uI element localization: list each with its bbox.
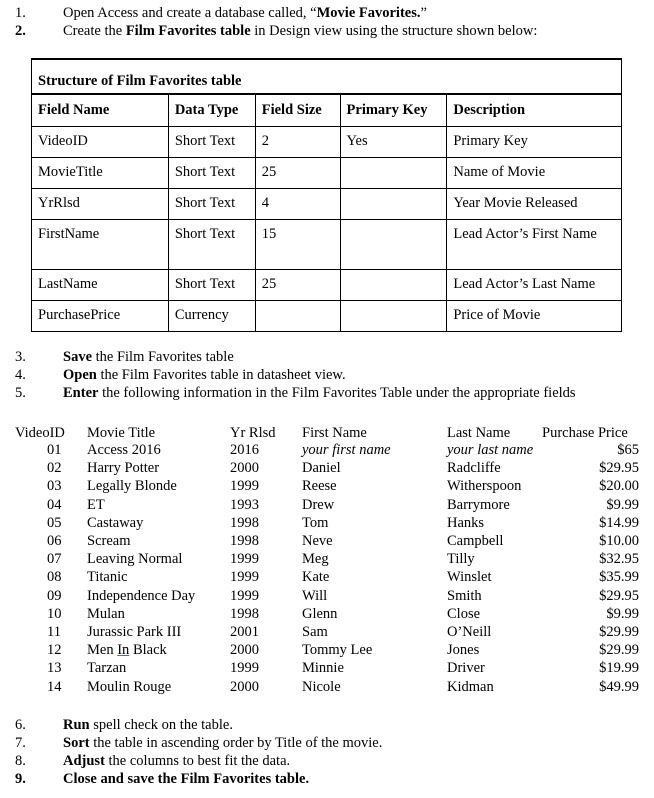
cell: 2 — [255, 127, 340, 158]
movie-first-name: Reese — [302, 478, 337, 495]
col-header-videoid: VideoID — [15, 425, 65, 441]
header-description: Description — [447, 94, 622, 127]
movie-last-name: Hanks — [447, 514, 485, 531]
cell: Primary Key — [447, 127, 622, 158]
cell: Currency — [168, 301, 255, 332]
movie-last-name: Kidman — [447, 678, 494, 695]
movie-purchase-price: $65 — [617, 442, 639, 458]
movie-first-name: Tommy Lee — [302, 642, 373, 659]
cell: Short Text — [168, 158, 255, 189]
cell — [340, 189, 447, 220]
step-number: 6. — [15, 717, 26, 733]
movie-video-id: 01 — [47, 442, 62, 458]
movie-yr-rlsd: 1998 — [230, 533, 259, 549]
movie-movie-title: Mulan — [87, 605, 125, 622]
movie-first-name: Neve — [302, 533, 333, 549]
movie-first-name: Kate — [302, 569, 330, 586]
movie-last-name: Witherspoon — [447, 478, 522, 495]
movie-last-name: Tilly — [447, 551, 475, 568]
cell: Short Text — [168, 127, 255, 158]
movie-yr-rlsd: 2000 — [230, 678, 259, 695]
table-row — [32, 301, 622, 332]
step-9 — [0, 771, 654, 789]
movie-purchase-price: $29.99 — [599, 624, 639, 640]
step-text: Close and save the Film Favorites table. — [63, 771, 310, 787]
movie-movie-title: Moulin Rouge — [87, 678, 172, 695]
step-6 — [0, 717, 654, 735]
movie-movie-title: Castaway — [87, 514, 144, 531]
movie-movie-title: Jurassic Park III — [87, 624, 182, 640]
movie-first-name: your first name — [302, 442, 391, 458]
step-4 — [0, 367, 654, 385]
step-number: 4. — [15, 367, 26, 383]
movie-movie-title: Independence Day — [87, 587, 196, 604]
movie-yr-rlsd: 1999 — [230, 569, 259, 586]
movie-movie-title: Legally Blonde — [87, 478, 177, 495]
movie-yr-rlsd: 1999 — [230, 660, 259, 677]
cell: Short Text — [168, 270, 255, 301]
cell: 4 — [255, 189, 340, 220]
table-row — [32, 270, 622, 301]
movie-yr-rlsd: 2001 — [230, 624, 259, 640]
movie-first-name: Nicole — [302, 678, 341, 695]
cell — [340, 301, 447, 332]
movie-purchase-price: $32.95 — [599, 551, 639, 568]
step-3 — [0, 349, 654, 367]
movie-movie-title: Access 2016 — [87, 442, 161, 458]
step-text: Create the Film Favorites table in Design view using the structure shown below: — [63, 23, 538, 39]
cell: LastName — [32, 270, 169, 301]
structure-table — [31, 58, 622, 332]
cell: Lead Actor’s Last Name — [447, 270, 622, 301]
table-row — [32, 189, 622, 220]
step-8 — [0, 753, 654, 771]
cell — [340, 158, 447, 189]
movie-last-name: Jones — [447, 642, 480, 659]
movie-movie-title: Titanic — [87, 569, 128, 586]
movie-yr-rlsd: 2000 — [230, 460, 259, 477]
step-2 — [0, 23, 654, 41]
step-1 — [0, 5, 654, 23]
movie-video-id: 02 — [47, 460, 62, 477]
header-data-type: Data Type — [168, 94, 255, 127]
cell: Name of Movie — [447, 158, 622, 189]
movie-purchase-price: $10.00 — [599, 533, 639, 549]
movie-yr-rlsd: 2016 — [230, 442, 259, 458]
step-number: 9. — [15, 771, 26, 787]
movie-yr-rlsd: 1998 — [230, 514, 259, 531]
movie-purchase-price: $29.95 — [599, 460, 639, 477]
movie-video-id: 08 — [47, 569, 62, 586]
step-number: 1. — [15, 5, 26, 21]
movie-movie-title: Tarzan — [87, 660, 127, 677]
cell: Year Movie Released — [447, 189, 622, 220]
movie-video-id: 10 — [47, 605, 62, 622]
movie-last-name: Campbell — [447, 533, 504, 549]
movie-first-name: Daniel — [302, 460, 341, 477]
table-row — [32, 127, 622, 158]
structure-header-row — [32, 94, 622, 127]
step-number: 2. — [15, 23, 26, 39]
movie-last-name: Close — [447, 605, 481, 622]
cell: 25 — [255, 270, 340, 301]
movie-yr-rlsd: 1998 — [230, 605, 259, 622]
col-header-last-name: Last Name — [447, 425, 511, 441]
col-header-first-name: First Name — [302, 425, 367, 441]
cell: 25 — [255, 158, 340, 189]
movie-video-id: 09 — [47, 587, 62, 604]
col-header-purchase-price: Purchase Price — [542, 425, 628, 441]
movie-video-id: 07 — [47, 551, 62, 568]
movie-last-name: O’Neill — [447, 624, 492, 640]
movie-first-name: Sam — [302, 624, 328, 640]
cell: VideoID — [32, 127, 169, 158]
movie-first-name: Glenn — [302, 605, 338, 622]
cell — [340, 270, 447, 301]
cell — [255, 301, 340, 332]
movie-yr-rlsd: 1999 — [230, 551, 259, 568]
cell: MovieTitle — [32, 158, 169, 189]
movie-purchase-price: $29.99 — [599, 642, 639, 659]
movie-first-name: Drew — [302, 496, 335, 513]
step-text: Open Access and create a database called, “Movie Favorites.” — [63, 5, 427, 21]
movie-purchase-price: $35.99 — [599, 569, 639, 586]
movie-last-name: Barrymore — [447, 496, 510, 513]
cell: Yes — [340, 127, 447, 158]
header-field-size: Field Size — [255, 94, 340, 127]
step-7 — [0, 735, 654, 753]
cell — [340, 220, 447, 270]
cell: YrRlsd — [32, 189, 169, 220]
step-number: 3. — [15, 349, 26, 365]
cell: 15 — [255, 220, 340, 270]
movie-yr-rlsd: 2000 — [230, 642, 259, 659]
movie-purchase-price: $9.99 — [606, 496, 639, 513]
col-header-movie-title: Movie Title — [87, 425, 156, 441]
movie-last-name: Winslet — [447, 569, 492, 586]
step-number: 7. — [15, 735, 26, 751]
step-text: Run spell check on the table. — [63, 717, 233, 733]
movie-purchase-price: $14.99 — [599, 514, 639, 531]
movie-first-name: Minnie — [302, 660, 344, 677]
movie-first-name: Meg — [302, 551, 329, 568]
movie-movie-title: Leaving Normal — [87, 551, 183, 568]
movie-last-name: Driver — [447, 660, 485, 677]
table-row — [32, 220, 622, 270]
movie-yr-rlsd: 1999 — [230, 587, 259, 604]
step-text: Adjust the columns to best fit the data. — [63, 753, 291, 769]
movie-video-id: 13 — [47, 660, 62, 677]
movie-movie-title: ET — [87, 496, 105, 513]
movie-purchase-price: $29.95 — [599, 587, 639, 604]
movie-yr-rlsd: 1999 — [230, 478, 259, 495]
movie-video-id: 03 — [47, 478, 62, 495]
step-number: 8. — [15, 753, 26, 769]
movie-purchase-price: $19.99 — [599, 660, 639, 677]
movie-purchase-price: $9.99 — [606, 605, 639, 622]
step-number: 5. — [15, 385, 26, 401]
movie-video-id: 04 — [47, 496, 62, 513]
cell: Short Text — [168, 189, 255, 220]
movie-video-id: 12 — [47, 642, 62, 659]
movie-last-name: Radcliffe — [447, 460, 501, 477]
movie-yr-rlsd: 1993 — [230, 496, 259, 513]
step-text: Enter the following information in the Film Favorites Table under the appropriate fields — [63, 385, 576, 401]
movie-last-name: your last name — [447, 442, 534, 458]
movie-movie-title: Harry Potter — [87, 460, 160, 477]
step-text: Open the Film Favorites table in datasheet view. — [63, 367, 346, 383]
movie-purchase-price: $20.00 — [599, 478, 639, 495]
movie-movie-title: Scream — [87, 533, 131, 549]
movie-purchase-price: $49.99 — [599, 678, 639, 695]
movie-video-id: 11 — [47, 624, 61, 640]
movie-first-name: Will — [302, 587, 328, 604]
header-field-name: Field Name — [32, 94, 169, 127]
movie-movie-title: Men In Black — [87, 642, 167, 659]
cell: Short Text — [168, 220, 255, 270]
cell: PurchasePrice — [32, 301, 169, 332]
movie-first-name: Tom — [302, 514, 329, 531]
step-5 — [0, 385, 654, 403]
col-header-yr-rlsd: Yr Rlsd — [230, 425, 276, 441]
cell: FirstName — [32, 220, 169, 270]
structure-title: Structure of Film Favorites table — [32, 59, 622, 94]
cell: Lead Actor’s First Name — [447, 220, 622, 270]
movie-last-name: Smith — [447, 587, 482, 604]
movie-video-id: 05 — [47, 514, 62, 531]
table-row — [32, 158, 622, 189]
movie-video-id: 14 — [47, 678, 62, 695]
step-text: Sort the table in ascending order by Title of the movie. — [63, 735, 383, 751]
header-primary-key: Primary Key — [340, 94, 447, 127]
step-text: Save the Film Favorites table — [63, 349, 234, 365]
cell: Price of Movie — [447, 301, 622, 332]
movie-video-id: 06 — [47, 533, 62, 549]
